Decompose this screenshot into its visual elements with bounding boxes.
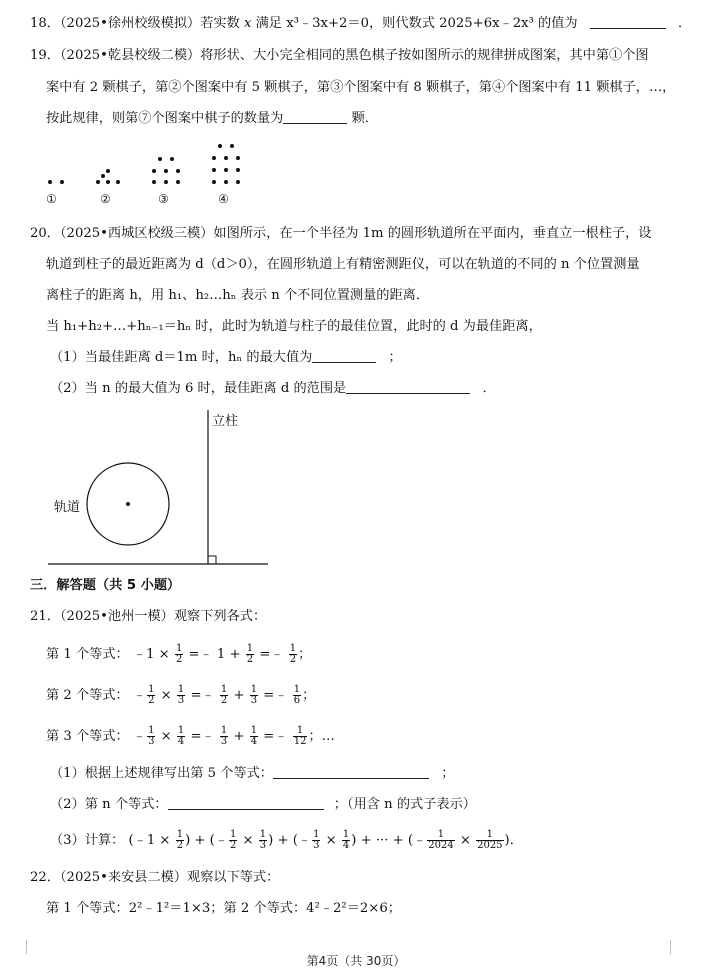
- question-21-part1: （1）根据上述规律写出第 5 个等式： ；: [50, 766, 455, 781]
- page-footer: 第4页（共 30页）: [306, 954, 406, 968]
- chess-piece: [218, 144, 222, 148]
- pattern-label: ④: [218, 192, 229, 206]
- chess-piece: [212, 156, 216, 160]
- question-20-part2: （2）当 n 的最大值为 6 时，最佳距离 d 的范围是 ．: [50, 381, 496, 396]
- equation-3: 第 3 个等式： ﹣ $\frac{1}{3}$ × $\frac{1}{4}$ =﹣ $\frac{1}{3}$ + $\frac{1}{4}$ =﹣ $\frac{1}{12}$ ；…: [46, 725, 335, 747]
- chess-piece: [176, 169, 180, 173]
- track-label: 轨道: [54, 500, 81, 515]
- equation-1: 第 1 个等式： ﹣1 × $\frac{1}{2}$ =﹣ 1 + $\frac{1}{2}$ =﹣ $\frac{1}{2}$ ；: [46, 643, 312, 665]
- question-20-line4: 当 h₁+h₂+…+hₙ₋₁＝hₙ 时，此时为轨道与柱子的最佳位置，此时的 d 为最佳距离，: [46, 319, 542, 334]
- question-20-part1: （1）当最佳距离 d＝1m 时，hₙ 的最大值为 ；: [50, 350, 402, 365]
- chess-piece: [212, 168, 216, 172]
- equation-2: 第 2 个等式： ﹣ $\frac{1}{2}$ × $\frac{1}{3}$ =﹣ $\frac{1}{2}$ + $\frac{1}{3}$ =﹣ $\frac{1}{6}$ ；: [46, 684, 316, 706]
- pattern-label: ②: [100, 192, 111, 206]
- answer-blank: [346, 379, 470, 394]
- question-19-line2: 案中有 2 颗棋子，第②个图案中有 5 颗棋子，第③个图案中有 8 颗棋子，第④个图案中有 11 颗棋子，…，: [46, 80, 676, 95]
- chess-piece: [60, 180, 64, 184]
- chess-piece: [230, 144, 234, 148]
- track-center-dot: [126, 502, 130, 506]
- section-heading: 三．解答题（共 5 小题）: [30, 578, 181, 593]
- question-19: 19．（2025•乾县校级二模）将形状、大小完全相同的黑色棋子按如图所示的规律拼成图案，其中第①个图: [30, 48, 649, 63]
- question-22-equations: 第 1 个等式：2²﹣1²＝1×3；第 2 个等式：4²﹣2²＝2×6；: [46, 901, 401, 916]
- chess-piece: [212, 180, 216, 184]
- chess-piece: [158, 157, 162, 161]
- pattern-label: ③: [158, 192, 169, 206]
- question-19-line3: 按此规律，则第⑦个图案中棋子的数量为 颗．: [46, 111, 378, 126]
- chess-piece: [48, 180, 52, 184]
- question-18: 18．（2025•徐州校级模拟）若实数 x 满足 x³﹣3x+2＝0，则代数式 2025+6x﹣2x³ 的值为 ．: [30, 16, 692, 31]
- answer-blank: [283, 109, 347, 124]
- chess-piece: [224, 156, 228, 160]
- answer-blank: [168, 795, 324, 810]
- question-20-line3: 离柱子的距离 h，用 h₁、h₂…hₙ 表示 n 个不同位置测量的距离．: [46, 288, 430, 303]
- question-22: 22．（2025•来安县二模）观察以下等式：: [30, 870, 280, 885]
- question-21-part3: （3）计算： (﹣1 × $\frac{1}{2}$ ) + (﹣ $\frac{1}{2}$ × $\frac{1}{3}$ ) + (﹣ $\frac{1}{3}$ × $\frac{1}{4}$ ) + ··· + (﹣ $\frac{1}{2024}$ × $\frac{1}{2025}$ )．: [50, 829, 523, 851]
- question-21-part2: （2）第 n 个等式： ；（用含 n 的式子表示）: [50, 797, 476, 812]
- chess-piece: [170, 157, 174, 161]
- chess-piece: [236, 180, 240, 184]
- chess-piece: [101, 174, 105, 178]
- answer-blank: [590, 14, 666, 29]
- chess-piece: [152, 169, 156, 173]
- chess-piece: [164, 180, 168, 184]
- chess-piece: [106, 169, 110, 173]
- pillar-label: 立柱: [212, 414, 239, 429]
- answer-blank: [312, 348, 376, 363]
- track-pillar-figure: [40, 406, 280, 572]
- chess-piece: [164, 169, 168, 173]
- chess-piece: [224, 168, 228, 172]
- chess-piece: [116, 180, 120, 184]
- chess-piece: [236, 156, 240, 160]
- question-20: 20．（2025•西城区校级三模）如图所示，在一个半径为 1m 的圆形轨道所在平面内，垂直立一根柱子，设: [30, 226, 652, 241]
- right-angle-mark: [208, 556, 216, 564]
- chess-piece: [96, 180, 100, 184]
- pattern-label: ①: [46, 192, 57, 206]
- question-21: 21．（2025•池州一模）观察下列各式：: [30, 609, 267, 624]
- chess-piece: [176, 180, 180, 184]
- answer-blank: [273, 764, 429, 779]
- question-20-line2: 轨道到柱子的最近距离为 d（d＞0），在圆形轨道上有精密测距仪，可以在轨道的不同的 n 个位置测量: [46, 257, 640, 272]
- chess-piece: [152, 180, 156, 184]
- chess-piece: [224, 180, 228, 184]
- chess-piece: [106, 180, 110, 184]
- chess-piece: [236, 168, 240, 172]
